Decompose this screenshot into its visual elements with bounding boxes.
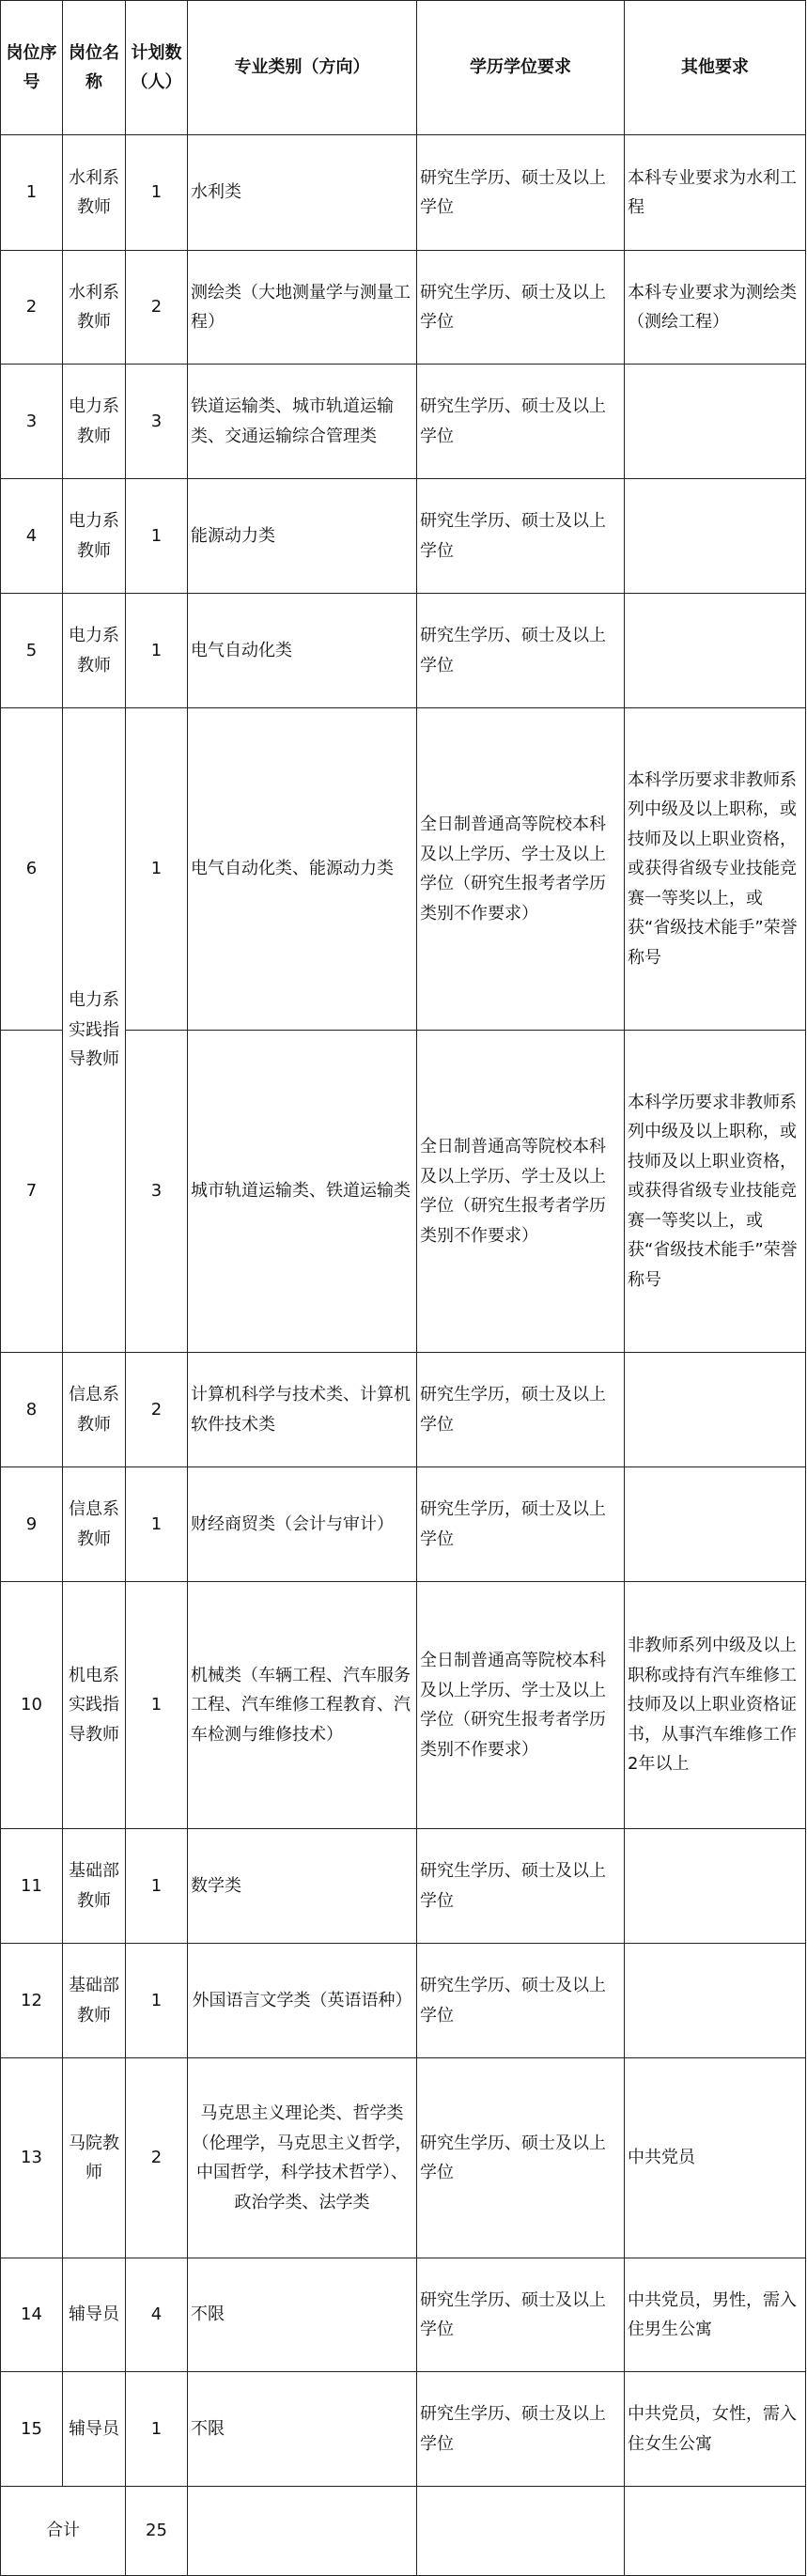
cell-no: 14 xyxy=(1,2258,63,2372)
header-degree: 学历学位要求 xyxy=(417,1,625,135)
cell-count: 1 xyxy=(126,135,188,251)
cell-name: 电力系教师 xyxy=(63,365,126,479)
cell-major: 铁道运输类、城市轨道运输类、交通运输综合管理类 xyxy=(188,365,417,479)
table-row xyxy=(1,1944,806,2058)
cell-other xyxy=(625,1944,806,2058)
cell-other: 中共党员 xyxy=(625,2058,806,2258)
cell-no: 7 xyxy=(1,1031,63,1353)
cell-other xyxy=(625,1353,806,1467)
cell-name: 电力系实践指导教师 xyxy=(63,708,126,1353)
cell-degree: 研究生学历、硕士及以上学位 xyxy=(417,2258,625,2372)
header-post-number: 岗位序号 xyxy=(1,1,63,135)
table-row xyxy=(1,1582,806,1829)
header-other: 其他要求 xyxy=(625,1,806,135)
cell-count: 1 xyxy=(126,708,188,1031)
header-major: 专业类别（方向） xyxy=(188,1,417,135)
cell-major: 城市轨道运输类、铁道运输类 xyxy=(188,1031,417,1353)
cell-major: 测绘类（大地测量学与测量工程） xyxy=(188,251,417,365)
header-post-name: 岗位名称 xyxy=(63,1,126,135)
cell-degree: 研究生学历，硕士及以上学位 xyxy=(417,1353,625,1467)
header-row xyxy=(1,1,806,135)
table-row xyxy=(1,1353,806,1467)
cell-count: 1 xyxy=(126,2372,188,2487)
cell-major: 财经商贸类（会计与审计） xyxy=(188,1467,417,1582)
cell-major: 电气自动化类 xyxy=(188,594,417,708)
cell-degree: 研究生学历、硕士及以上学位 xyxy=(417,2058,625,2258)
cell-other xyxy=(625,594,806,708)
table-row xyxy=(1,479,806,594)
cell-major: 机械类（车辆工程、汽车服务工程、汽车维修工程教育、汽车检测与维修技术） xyxy=(188,1582,417,1829)
total-row xyxy=(1,2487,806,2576)
cell-major: 不限 xyxy=(188,2372,417,2487)
cell-degree: 研究生学历、硕士及以上学位 xyxy=(417,251,625,365)
cell-count: 2 xyxy=(126,1353,188,1467)
cell-other xyxy=(625,1829,806,1944)
table-row xyxy=(1,1467,806,1582)
total-empty-cell xyxy=(625,2487,806,2576)
cell-no: 4 xyxy=(1,479,63,594)
table-row xyxy=(1,2258,806,2372)
total-count: 25 xyxy=(126,2487,188,2576)
cell-major: 马克思主义理论类、哲学类（伦理学，马克思主义哲学，中国哲学，科学技术哲学）、政治学类、法学类 xyxy=(188,2058,417,2258)
cell-name: 信息系教师 xyxy=(63,1353,126,1467)
cell-count: 4 xyxy=(126,2258,188,2372)
cell-degree: 研究生学历，硕士及以上学位 xyxy=(417,1467,625,1582)
cell-degree: 研究生学历、硕士及以上学位 xyxy=(417,1829,625,1944)
cell-count: 1 xyxy=(126,1582,188,1829)
cell-no: 12 xyxy=(1,1944,63,2058)
cell-no: 2 xyxy=(1,251,63,365)
cell-name: 辅导员 xyxy=(63,2258,126,2372)
cell-other: 中共党员，女性，需入住女生公寓 xyxy=(625,2372,806,2487)
cell-other xyxy=(625,479,806,594)
cell-degree: 研究生学历、硕士及以上学位 xyxy=(417,135,625,251)
cell-major: 水利类 xyxy=(188,135,417,251)
table-row xyxy=(1,1829,806,1944)
cell-degree: 研究生学历、硕士及以上学位 xyxy=(417,594,625,708)
cell-other: 本科学历要求非教师系列中级及以上职称，或技师及以上职业资格，或获得省级专业技能竞赛一等奖以上，或获“省级技术能手”荣誉称号 xyxy=(625,708,806,1031)
total-empty-cell xyxy=(417,2487,625,2576)
cell-no: 6 xyxy=(1,708,63,1031)
cell-no: 3 xyxy=(1,365,63,479)
cell-no: 5 xyxy=(1,594,63,708)
cell-no: 10 xyxy=(1,1582,63,1829)
cell-name: 机电系实践指导教师 xyxy=(63,1582,126,1829)
cell-count: 1 xyxy=(126,1829,188,1944)
cell-other: 非教师系列中级及以上职称或持有汽车维修工技师及以上职业资格证书，从事汽车维修工作2年以上 xyxy=(625,1582,806,1829)
cell-name: 基础部教师 xyxy=(63,1829,126,1944)
cell-count: 2 xyxy=(126,251,188,365)
header-plan-count: 计划数（人） xyxy=(126,1,188,135)
cell-no: 11 xyxy=(1,1829,63,1944)
cell-no: 15 xyxy=(1,2372,63,2487)
cell-major: 外国语言文学类（英语语种） xyxy=(188,1944,417,2058)
cell-degree: 研究生学历、硕士及以上学位 xyxy=(417,1944,625,2058)
cell-degree: 研究生学历、硕士及以上学位 xyxy=(417,365,625,479)
cell-count: 1 xyxy=(126,594,188,708)
cell-count: 3 xyxy=(126,1031,188,1353)
cell-other xyxy=(625,365,806,479)
cell-name: 基础部教师 xyxy=(63,1944,126,2058)
cell-major: 能源动力类 xyxy=(188,479,417,594)
cell-name: 马院教师 xyxy=(63,2058,126,2258)
table-row xyxy=(1,2058,806,2258)
cell-other: 中共党员，男性，需入住男生公寓 xyxy=(625,2258,806,2372)
cell-degree: 研究生学历、硕士及以上学位 xyxy=(417,479,625,594)
cell-other xyxy=(625,1467,806,1582)
table-row xyxy=(1,594,806,708)
cell-degree: 全日制普通高等院校本科及以上学历、学士及以上学位（研究生报考者学历类别不作要求） xyxy=(417,1582,625,1829)
total-empty-cell xyxy=(188,2487,417,2576)
cell-count: 1 xyxy=(126,1944,188,2058)
cell-count: 1 xyxy=(126,1467,188,1582)
cell-major: 不限 xyxy=(188,2258,417,2372)
cell-degree: 全日制普通高等院校本科及以上学历、学士及以上学位（研究生报考者学历类别不作要求） xyxy=(417,708,625,1031)
total-label: 合计 xyxy=(1,2487,126,2576)
cell-other: 本科专业要求为测绘类（测绘工程） xyxy=(625,251,806,365)
table-row xyxy=(1,2372,806,2487)
table-row xyxy=(1,365,806,479)
cell-major: 计算机科学与技术类、计算机软件技术类 xyxy=(188,1353,417,1467)
cell-other: 本科学历要求非教师系列中级及以上职称，或技师及以上职业资格，或获得省级专业技能竞赛一等奖以上，或获“省级技术能手”荣誉称号 xyxy=(625,1031,806,1353)
cell-name: 信息系教师 xyxy=(63,1467,126,1582)
cell-degree: 研究生学历、硕士及以上学位 xyxy=(417,2372,625,2487)
table-row xyxy=(1,708,806,1031)
cell-count: 3 xyxy=(126,365,188,479)
cell-name: 电力系教师 xyxy=(63,479,126,594)
cell-no: 9 xyxy=(1,1467,63,1582)
cell-name: 辅导员 xyxy=(63,2372,126,2487)
cell-major: 电气自动化类、能源动力类 xyxy=(188,708,417,1031)
cell-no: 8 xyxy=(1,1353,63,1467)
cell-name: 水利系教师 xyxy=(63,251,126,365)
table-row xyxy=(1,251,806,365)
cell-count: 2 xyxy=(126,2058,188,2258)
table-row xyxy=(1,135,806,251)
cell-major: 数学类 xyxy=(188,1829,417,1944)
cell-other: 本科专业要求为水利工程 xyxy=(625,135,806,251)
cell-no: 1 xyxy=(1,135,63,251)
cell-name: 水利系教师 xyxy=(63,135,126,251)
cell-count: 1 xyxy=(126,479,188,594)
cell-degree: 全日制普通高等院校本科及以上学历、学士及以上学位（研究生报考者学历类别不作要求） xyxy=(417,1031,625,1353)
cell-name: 电力系教师 xyxy=(63,594,126,708)
cell-no: 13 xyxy=(1,2058,63,2258)
